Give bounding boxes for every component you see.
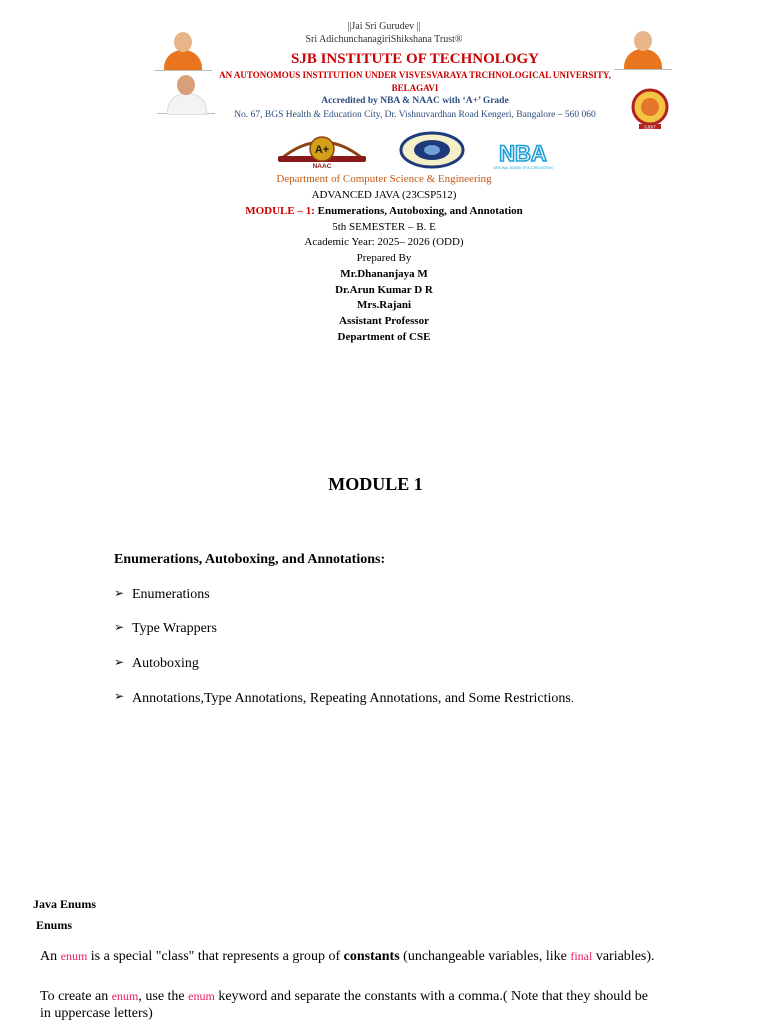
author-2: Dr.Arun Kumar D R [335, 284, 433, 296]
author-1: Mr.Dhananjaya M [340, 268, 428, 280]
bullet-arrow-icon: ➢ [114, 655, 125, 669]
code-keyword: final [570, 949, 593, 963]
enum-definition-paragraph [40, 947, 655, 966]
emphasis-text: constants [343, 949, 400, 964]
semester-line: 5th SEMESTER – B. E [332, 221, 436, 233]
enum-creation-paragraph-line1 [40, 987, 648, 1006]
topic-item-suffix: . [570, 691, 574, 705]
topic-item: Autoboxing [132, 656, 199, 671]
nba-logo-subtext: NATIONAL BOARD OF ACCREDITATION [493, 166, 553, 170]
bullet-arrow-icon: ➢ [114, 620, 125, 634]
autonomous-line-1: AN AUTONOMOUS INSTITUTION UNDER VISVESVARAYA TRCHNOLOGICAL UNIVERSITY, [219, 70, 611, 80]
department-name: Department of Computer Science & Engineering [276, 173, 492, 185]
text-run: (unchangeable variables, like [399, 949, 571, 964]
topic-item: Enumerations [132, 587, 210, 602]
address-line: No. 67, BGS Health & Education City, Dr. Vishnuvardhan Road Kengeri, Bangalore – 560 060 [234, 110, 596, 120]
nba-logo-text: NBA [499, 141, 547, 166]
enum-creation-paragraph-line2: in uppercase letters) [40, 1006, 153, 1021]
section-title: Java Enums [33, 897, 97, 911]
author-3: Mrs.Rajani [356, 299, 412, 311]
module-line [0, 205, 768, 217]
sjbit-seal-logo [621, 88, 679, 130]
sjbit-logo-text: SJBIT [643, 124, 657, 130]
academic-year: Academic Year: 2025– 2026 (ODD) [304, 236, 464, 248]
subject-code: ADVANCED JAVA (23CSP512) [311, 189, 457, 201]
text-run: , use the [138, 989, 189, 1004]
module-title: Enumerations, Autoboxing, and Annotation [314, 205, 523, 217]
text-run: An [40, 949, 61, 964]
topic-item: Type Wrappers [132, 621, 217, 636]
topic-item-text: Annotations,Type Annotations, Repeating Annotations, and Some Restrictions [132, 691, 571, 706]
topics-heading: Enumerations, Autoboxing, and Annotations: [114, 552, 386, 567]
text-run: To create an [40, 989, 112, 1004]
code-keyword: enum [188, 989, 215, 1003]
naac-grade-text: A+ [314, 144, 330, 156]
author-department: Department of CSE [337, 331, 431, 343]
section-subtitle: Enums [36, 918, 73, 932]
trust-name: Sri AdichunchanagiriShikshana Trust® [305, 34, 463, 45]
invocation-line: ||Jai Sri Gurudev || [347, 21, 421, 32]
text-run: keyword and separate the constants with a comma.( Note that they should be [214, 989, 648, 1004]
topic-item [132, 691, 574, 707]
code-keyword: enum [111, 989, 139, 1003]
institute-name: SJB INSTITUTE OF TECHNOLOGY [291, 51, 539, 67]
text-run: is a special "class" that represents a group of [87, 949, 344, 964]
prepared-by-label: Prepared By [356, 252, 412, 264]
author-designation: Assistant Professor [339, 315, 429, 327]
nba-logo [490, 139, 556, 171]
accreditation-line: Accredited by NBA & NAAC with ‘A+’ Grade [321, 96, 509, 106]
code-keyword: enum [60, 949, 88, 963]
naac-logo [276, 132, 368, 170]
text-run: variables). [592, 949, 655, 964]
module-label: MODULE – 1: [245, 205, 315, 217]
bullet-arrow-icon: ➢ [114, 586, 125, 600]
globe-emblem-logo [399, 131, 465, 169]
module-heading: MODULE 1 [328, 474, 423, 494]
naac-name-text: NAAC [312, 163, 332, 170]
bullet-arrow-icon: ➢ [114, 689, 125, 703]
autonomous-line-2: BELAGAVI [391, 83, 439, 93]
